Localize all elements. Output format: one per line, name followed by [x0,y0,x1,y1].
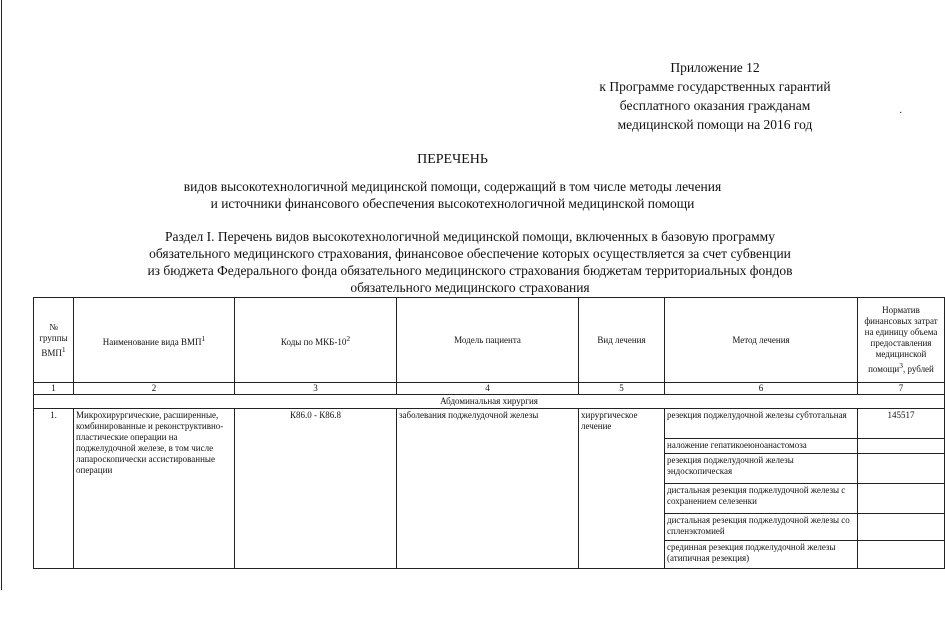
header-vmp-name: Наименование вида ВМП$^1$ [74,298,235,383]
icd-codes-cell: К86.0 - К86.8 [235,409,397,569]
cost-cell-empty [858,484,945,514]
cost-cell: 145517 [858,409,945,439]
margin-mark: · [899,108,903,119]
table-header-row [34,298,945,383]
column-number: 5 [579,383,665,395]
header-treatment-type: Вид лечения [579,298,665,383]
cost-cell-empty [858,439,945,454]
header-treatment-method: Метод лечения [665,298,858,383]
cost-cell-empty [858,514,945,541]
vmp-table [33,297,945,569]
appendix-line-2: к Программе государственных гарантий [599,79,831,94]
patient-model-cell: заболевания поджелудочной железы [397,409,579,569]
column-number: 2 [74,383,235,395]
appendix-line-1: Приложение 12 [670,60,760,75]
method-cell: дистальная резекция поджелудочной железы со спленэктомией [665,514,858,541]
appendix-line-3: бесплатного оказания гражданам [619,98,811,113]
header-group-number: № группы ВМП$^1$ [34,298,74,383]
method-cell: срединная резекция поджелудочной железы (атипичная резекция) [665,541,858,569]
header-icd-codes: Коды по МКБ-$10^2$ [235,298,397,383]
method-cell: резекция поджелудочной железы эндоскопическая [665,454,858,484]
subtitle-line-2: и источники финансового обеспечения высокотехнологичной медицинской помощи [210,196,695,211]
subtitle-line-1: видов высокотехнологичной медицинской помощи, содержащий в том числе методы лечения [183,179,722,194]
section-line-2: обязательного медицинского страхования, финансовое обеспечение которых осуществляется за счет субвенции [149,246,791,261]
appendix-line-4: медицинской помощи на 2016 год [617,117,813,132]
group-number-cell: 1. [34,409,74,569]
column-number: 6 [665,383,858,395]
method-cell: резекция поджелудочной железы субтотальная [665,409,858,439]
section-heading [70,228,870,296]
column-number: 7 [858,383,945,395]
section-line-3: из бюджета Федерального фонда обязательного медицинского страхования бюджетам территориальных фондов [147,263,793,278]
appendix-note [560,58,870,134]
section-line-1: Раздел I. Перечень видов высокотехнологичной медицинской помощи, включенных в базовую программу [165,229,775,244]
cost-cell-empty [858,541,945,569]
method-cell: наложение гепатикоеюноанастомоза [665,439,858,454]
header-cost-norm: Норматив финансовых затрат на единицу объема предоставления медицинской помощи$^3$, рублей [858,298,945,383]
table-row [34,409,945,439]
page-left-border [1,0,2,590]
column-number-row [34,383,945,395]
section-row [34,395,945,409]
section-label: Абдоминальная хирургия [34,395,945,409]
treatment-type-cell: хирургическое лечение [579,409,665,569]
section-line-4: обязательного медицинского страхования [350,280,590,295]
cost-cell-empty [858,454,945,484]
column-number: 4 [397,383,579,395]
header-patient-model: Модель пациента [397,298,579,383]
vmp-name-cell: Микрохирургические, расширенные, комбинированные и реконструктивно-пластические операции на поджелудочной железе, в том числе лапароскопически ассистированные операции [74,409,235,569]
column-number: 3 [235,383,397,395]
column-number: 1 [34,383,74,395]
document-subtitle [0,178,905,212]
document-title: ПЕРЕЧЕНЬ [417,152,488,167]
method-cell: дистальная резекция поджелудочной железы с сохранением селезенки [665,484,858,514]
